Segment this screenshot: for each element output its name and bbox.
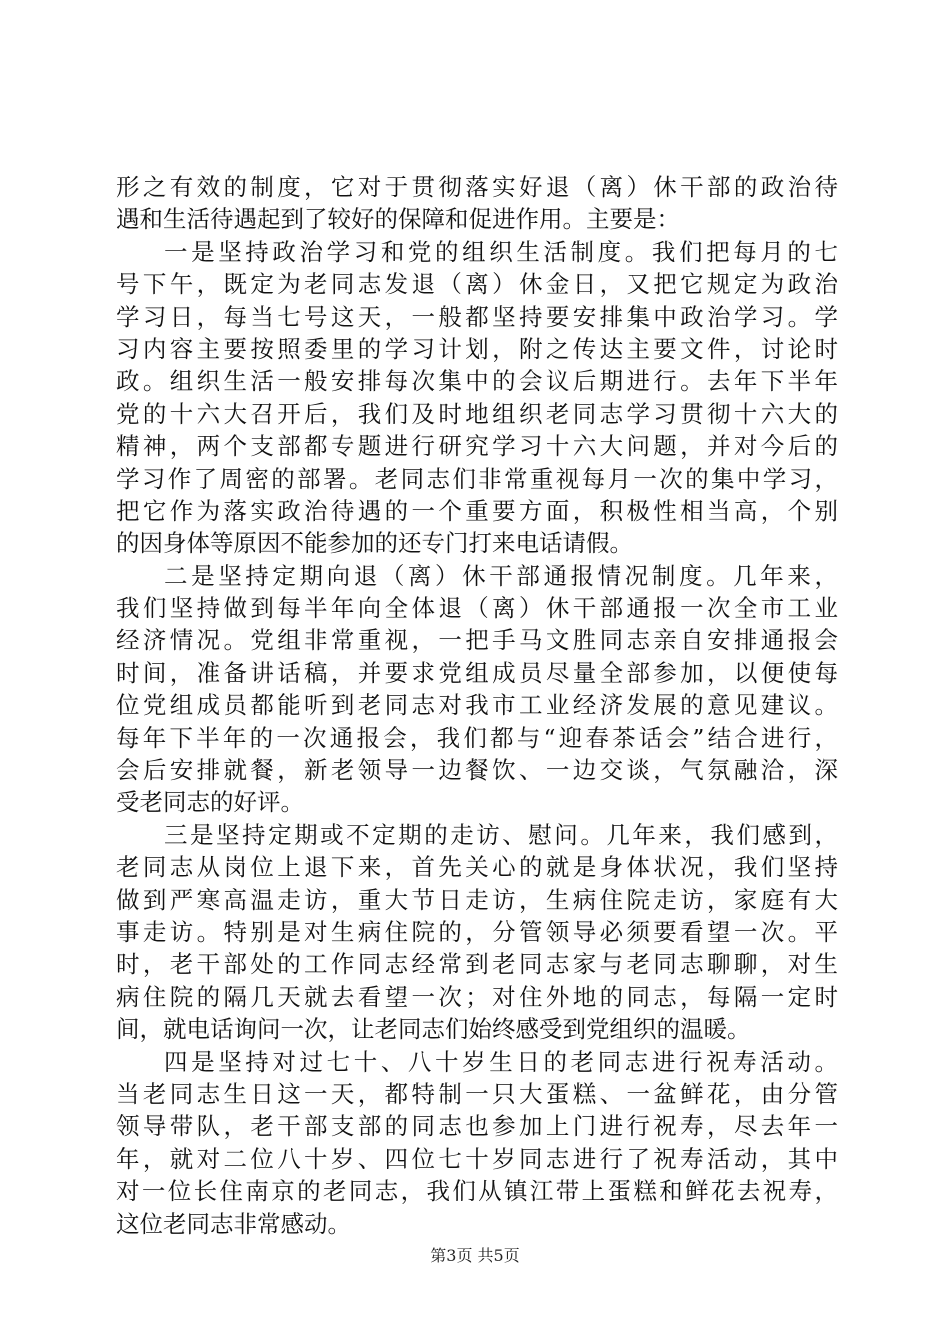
text-line: 领导带队，老干部支部的同志也参加上门进行祝寿，尽去年一 [116,1112,838,1141]
text-line: 间，就电话询问一次，让老同志们始终感受到党组织的温暖。 [116,1015,751,1044]
text-line: 病住院的隔几天就去看望一次；对住外地的同志，每隔一定时 [116,982,838,1011]
paragraph-first-line: 三是坚持定期或不定期的走访、慰问。几年来，我们感到， [164,820,838,849]
text-line: 遇和生活待遇起到了较好的保障和促进作用。主要是： [116,205,680,234]
text-line: 老同志从岗位上退下来，首先关心的就是身体状况，我们坚持 [116,853,838,882]
text-line: 当老同志生日这一天，都特制一只大蛋糕、一盆鲜花，由分管 [116,1079,838,1108]
text-line: 号下午，既定为老同志发退（离）休金日，又把它规定为政治 [116,270,838,299]
text-line: 会后安排就餐，新老领导一边餐饮、一边交谈，气氛融洽，深 [116,756,838,785]
text-line: 每年下半年的一次通报会，我们都与“迎春茶话会”结合进行， [116,723,838,752]
text-line: 我们坚持做到每半年向全体退（离）休干部通报一次全市工业 [116,594,838,623]
text-line: 对一位长住南京的老同志，我们从镇江带上蛋糕和鲜花去祝寿， [116,1177,838,1206]
text-line: 位党组成员都能听到老同志对我市工业经济发展的意见建议。 [116,691,838,720]
paragraph-first-line: 二是坚持定期向退（离）休干部通报情况制度。几年来， [164,561,838,590]
body-text [116,171,838,1240]
text-line: 政。组织生活一般安排每次集中的会议后期进行。去年下半年 [116,367,838,396]
paragraph-first-line: 一是坚持政治学习和党的组织生活制度。我们把每月的七 [164,237,838,266]
text-line: 的因身体等原因不能参加的还专门打来电话请假。 [116,529,633,558]
text-line: 学习日，每当七号这天，一般都坚持要安排集中政治学习。学 [116,302,838,331]
text-line: 精神，两个支部都专题进行研究学习十六大问题，并对今后的 [116,432,838,461]
text-line: 习内容主要按照委里的学习计划，附之传达主要文件，讨论时 [116,334,838,363]
text-line: 把它作为落实政治待遇的一个重要方面，积极性相当高，个别 [116,496,838,525]
paragraph-first-line: 四是坚持对过七十、八十岁生日的老同志进行祝寿活动。 [164,1047,838,1076]
text-line: 时间，准备讲话稿，并要求党组成员尽量全部参加，以便使每 [116,658,838,687]
text-line: 做到严寒高温走访，重大节日走访，生病住院走访，家庭有大 [116,885,838,914]
text-line: 学习作了周密的部署。老同志们非常重视每月一次的集中学习， [116,464,838,493]
text-line: 经济情况。党组非常重视，一把手马文胜同志亲自安排通报会 [116,626,838,655]
text-line: 事走访。特别是对生病住院的，分管领导必须要看望一次。平 [116,917,838,946]
page-number-footer: 第3页 共5页 [430,1246,520,1265]
text-line: 时，老干部处的工作同志经常到老同志家与老同志聊聊，对生 [116,950,838,979]
text-line: 年，就对二位八十岁、四位七十岁同志进行了祝寿活动，其中 [116,1144,838,1173]
text-line: 这位老同志非常感动。 [116,1209,351,1238]
text-line: 党的十六大召开后，我们及时地组织老同志学习贯彻十六大的 [116,399,838,428]
text-line: 形之有效的制度，它对于贯彻落实好退（离）休干部的政治待 [116,173,838,201]
text-line: 受老同志的好评。 [116,788,304,817]
